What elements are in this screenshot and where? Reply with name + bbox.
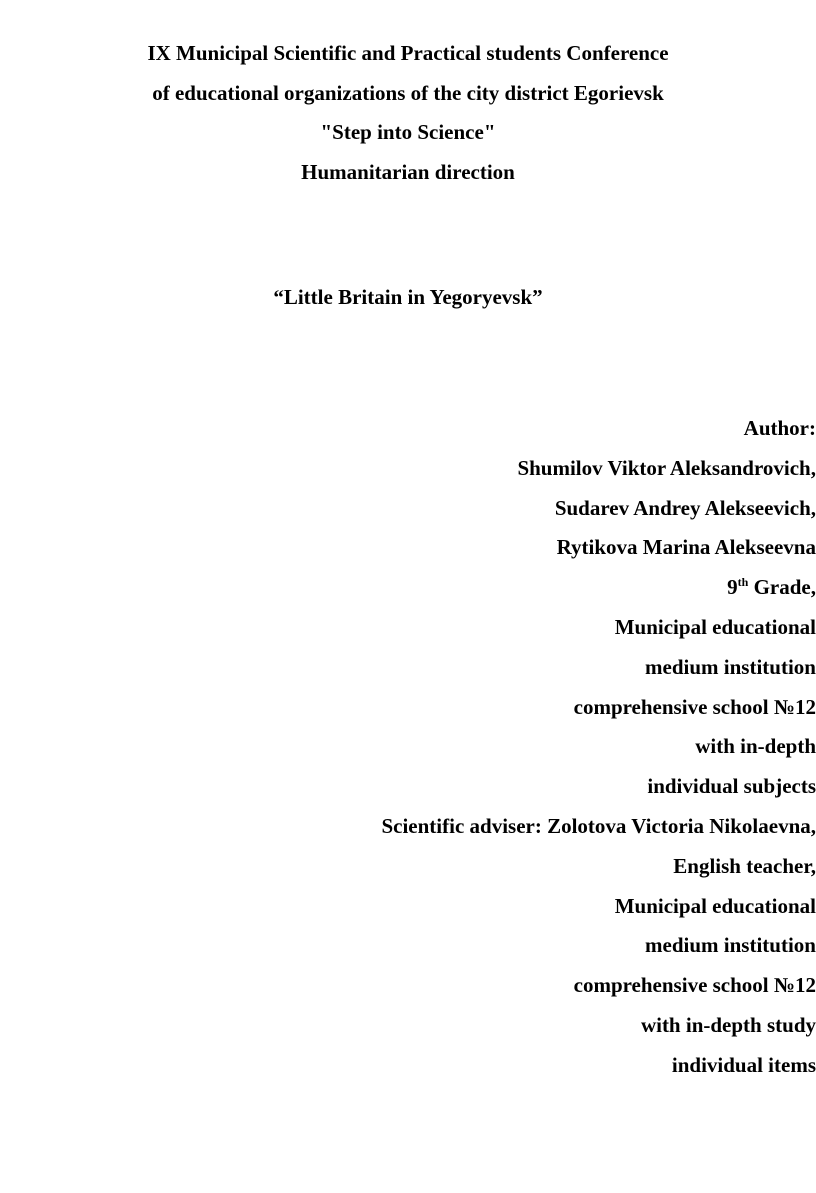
author-name-3: Rytikova Marina Alekseevna bbox=[556, 535, 816, 560]
heading-line-1: IX Municipal Scientific and Practical students Conference bbox=[147, 41, 669, 65]
work-title-block bbox=[0, 278, 816, 318]
grade-number: 9 bbox=[727, 575, 738, 600]
author-school-line-4: with in-depth bbox=[695, 734, 816, 759]
adviser-school-line-1: Municipal educational bbox=[614, 893, 816, 918]
author-school-line-5: individual subjects bbox=[647, 774, 816, 799]
adviser-school-line-4: with in-depth study bbox=[640, 1012, 816, 1037]
author-name-2: Sudarev Andrey Alekseevich, bbox=[554, 495, 816, 520]
conference-heading bbox=[0, 34, 816, 192]
heading-line-4: Humanitarian direction bbox=[301, 159, 515, 184]
heading-line-2: of educational organizations of the city district Egorievsk bbox=[152, 80, 664, 105]
grade-line bbox=[381, 568, 816, 608]
adviser-school-line-5: individual items bbox=[671, 1052, 816, 1077]
author-school-line-1: Municipal educational bbox=[614, 614, 816, 639]
adviser-role: English teacher, bbox=[673, 853, 816, 878]
author-school-line-2: medium institution bbox=[645, 654, 816, 679]
author-info-block bbox=[381, 409, 816, 1086]
author-school-line-3: comprehensive school №12 bbox=[573, 694, 816, 719]
author-label: Author: bbox=[743, 416, 816, 440]
adviser-school-line-2: medium institution bbox=[645, 933, 816, 958]
grade-suffix: th bbox=[737, 575, 749, 590]
work-title: “Little Britain in Yegoryevsk” bbox=[273, 285, 543, 309]
author-name-1: Shumilov Viktor Aleksandrovich, bbox=[517, 455, 816, 480]
grade-text: Grade, bbox=[748, 575, 816, 600]
adviser-line: Scientific adviser: Zolotova Victoria Nikolaevna, bbox=[381, 813, 816, 838]
adviser-school-line-3: comprehensive school №12 bbox=[573, 973, 816, 998]
heading-line-3: "Step into Science" bbox=[320, 120, 496, 144]
